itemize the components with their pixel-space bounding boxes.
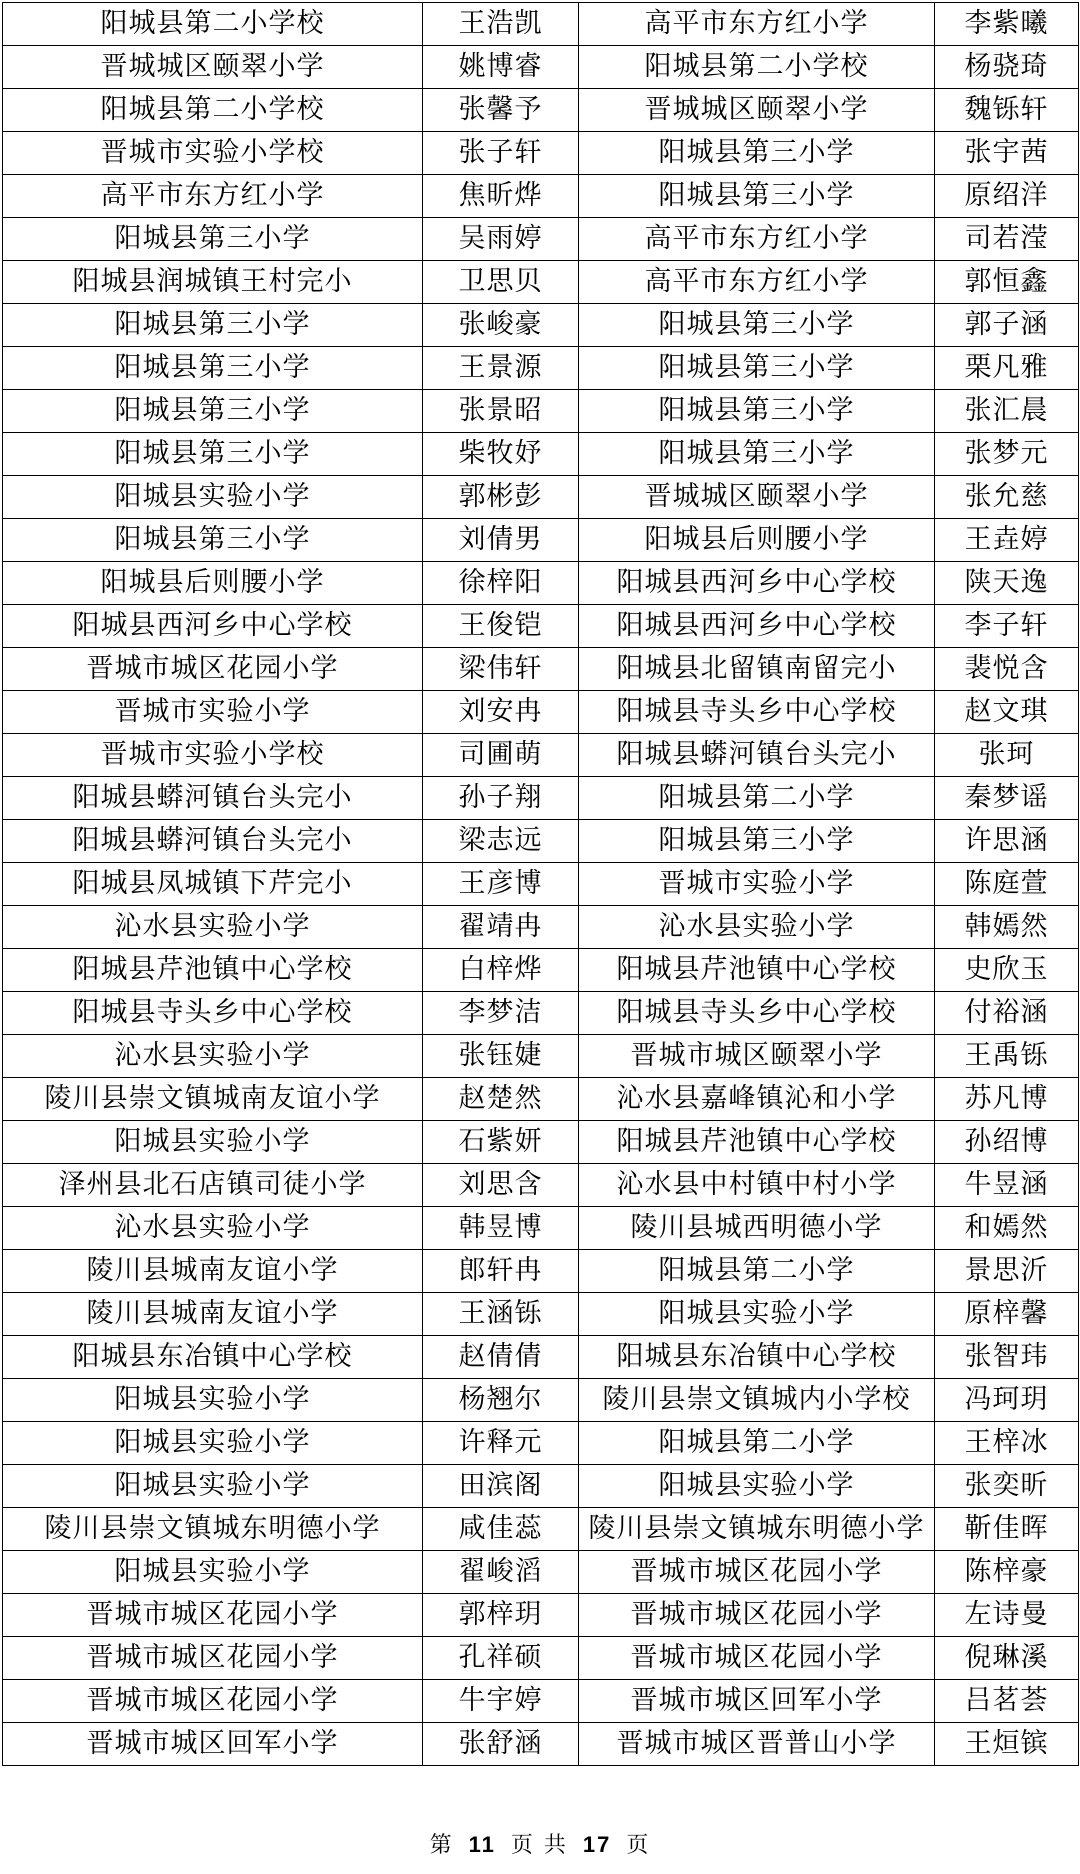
student-name-cell: 孙子翔 xyxy=(423,777,579,820)
school-cell: 阳城县第三小学 xyxy=(3,347,423,390)
table-row xyxy=(3,648,1079,691)
school-cell: 阳城县第二小学 xyxy=(579,1422,935,1465)
school-cell: 阳城县第三小学 xyxy=(579,132,935,175)
school-cell: 晋城市城区花园小学 xyxy=(3,648,423,691)
school-cell: 阳城县西河乡中心学校 xyxy=(579,605,935,648)
table-row xyxy=(3,261,1079,304)
school-cell: 阳城县北留镇南留完小 xyxy=(579,648,935,691)
student-name-cell: 张宇茜 xyxy=(935,132,1079,175)
student-name-cell: 原绍洋 xyxy=(935,175,1079,218)
school-cell: 晋城市城区回军小学 xyxy=(579,1680,935,1723)
student-name-cell: 冯珂玥 xyxy=(935,1379,1079,1422)
student-name-cell: 张子轩 xyxy=(423,132,579,175)
student-name-cell: 田滨阁 xyxy=(423,1465,579,1508)
student-name-cell: 王烜镔 xyxy=(935,1723,1079,1766)
student-name-cell: 张智玮 xyxy=(935,1336,1079,1379)
school-cell: 高平市东方红小学 xyxy=(3,175,423,218)
student-name-cell: 梁伟轩 xyxy=(423,648,579,691)
student-name-cell: 牛昱涵 xyxy=(935,1164,1079,1207)
table-row xyxy=(3,433,1079,476)
table-row xyxy=(3,1121,1079,1164)
student-name-cell: 柴牧妤 xyxy=(423,433,579,476)
current-page-number: 11 xyxy=(468,1832,496,1857)
table-row xyxy=(3,1207,1079,1250)
student-name-cell: 郭梓玥 xyxy=(423,1594,579,1637)
student-name-cell: 咸佳蕊 xyxy=(423,1508,579,1551)
table-row xyxy=(3,390,1079,433)
total-page-count: 17 xyxy=(582,1832,612,1857)
table-row xyxy=(3,46,1079,89)
school-cell: 陵川县崇文镇城东明德小学 xyxy=(579,1508,935,1551)
student-name-cell: 徐梓阳 xyxy=(423,562,579,605)
table-row xyxy=(3,1078,1079,1121)
school-cell: 阳城县第三小学 xyxy=(3,304,423,347)
school-cell: 阳城县第三小学 xyxy=(579,175,935,218)
table-row xyxy=(3,949,1079,992)
school-cell: 晋城市实验小学校 xyxy=(3,132,423,175)
table-row xyxy=(3,1637,1079,1680)
roster-body xyxy=(3,3,1079,1766)
school-cell: 阳城县第三小学 xyxy=(579,304,935,347)
student-name-cell: 张景昭 xyxy=(423,390,579,433)
student-name-cell: 杨翘尔 xyxy=(423,1379,579,1422)
school-cell: 阳城县凤城镇下芹完小 xyxy=(3,863,423,906)
school-cell: 陵川县城南友谊小学 xyxy=(3,1250,423,1293)
student-name-cell: 原梓馨 xyxy=(935,1293,1079,1336)
school-cell: 阳城县实验小学 xyxy=(579,1293,935,1336)
school-cell: 阳城县第三小学 xyxy=(579,347,935,390)
school-cell: 阳城县第二小学 xyxy=(579,777,935,820)
school-cell: 阳城县第三小学 xyxy=(3,519,423,562)
student-name-cell: 姚博睿 xyxy=(423,46,579,89)
school-cell: 阳城县实验小学 xyxy=(3,1121,423,1164)
table-row xyxy=(3,863,1079,906)
page-footer xyxy=(0,1830,1080,1861)
table-row xyxy=(3,1250,1079,1293)
student-name-cell: 张馨予 xyxy=(423,89,579,132)
school-cell: 阳城县第三小学 xyxy=(3,218,423,261)
school-cell: 阳城县第二小学 xyxy=(579,1250,935,1293)
school-cell: 陵川县城南友谊小学 xyxy=(3,1293,423,1336)
school-cell: 阳城县芹池镇中心学校 xyxy=(579,949,935,992)
table-row xyxy=(3,820,1079,863)
table-row xyxy=(3,132,1079,175)
school-cell: 阳城县蟒河镇台头完小 xyxy=(3,820,423,863)
school-cell: 阳城县西河乡中心学校 xyxy=(3,605,423,648)
school-cell: 阳城县第三小学 xyxy=(3,433,423,476)
student-name-cell: 许思涵 xyxy=(935,820,1079,863)
school-cell: 阳城县后则腰小学 xyxy=(579,519,935,562)
student-name-cell: 李紫曦 xyxy=(935,3,1079,46)
table-row xyxy=(3,906,1079,949)
school-cell: 阳城县第二小学校 xyxy=(579,46,935,89)
school-cell: 高平市东方红小学 xyxy=(579,261,935,304)
school-cell: 阳城县东冶镇中心学校 xyxy=(3,1336,423,1379)
table-row xyxy=(3,3,1079,46)
table-row xyxy=(3,1723,1079,1766)
school-cell: 阳城县润城镇王村完小 xyxy=(3,261,423,304)
student-name-cell: 张奕昕 xyxy=(935,1465,1079,1508)
student-name-cell: 秦梦谣 xyxy=(935,777,1079,820)
student-name-cell: 吕茗荟 xyxy=(935,1680,1079,1723)
student-name-cell: 赵楚然 xyxy=(423,1078,579,1121)
school-cell: 阳城县实验小学 xyxy=(3,476,423,519)
student-name-cell: 孔祥硕 xyxy=(423,1637,579,1680)
school-cell: 晋城市城区颐翠小学 xyxy=(579,1035,935,1078)
table-row xyxy=(3,1508,1079,1551)
student-name-cell: 李子轩 xyxy=(935,605,1079,648)
school-cell: 阳城县寺头乡中心学校 xyxy=(3,992,423,1035)
school-cell: 阳城县芹池镇中心学校 xyxy=(579,1121,935,1164)
student-name-cell: 王梓冰 xyxy=(935,1422,1079,1465)
student-name-cell: 李梦洁 xyxy=(423,992,579,1035)
school-cell: 晋城城区颐翠小学 xyxy=(3,46,423,89)
table-row xyxy=(3,1594,1079,1637)
student-name-cell: 刘倩男 xyxy=(423,519,579,562)
student-name-cell: 魏铄轩 xyxy=(935,89,1079,132)
student-name-cell: 郎轩冉 xyxy=(423,1250,579,1293)
student-name-cell: 韩昱博 xyxy=(423,1207,579,1250)
table-row xyxy=(3,1336,1079,1379)
student-name-cell: 倪琳溪 xyxy=(935,1637,1079,1680)
student-name-cell: 牛宇婷 xyxy=(423,1680,579,1723)
school-cell: 阳城县东冶镇中心学校 xyxy=(579,1336,935,1379)
student-name-cell: 王浩凯 xyxy=(423,3,579,46)
student-name-cell: 王禹铄 xyxy=(935,1035,1079,1078)
student-name-cell: 杨骁琦 xyxy=(935,46,1079,89)
school-cell: 阳城县第三小学 xyxy=(579,820,935,863)
table-row xyxy=(3,218,1079,261)
student-name-cell: 孙绍博 xyxy=(935,1121,1079,1164)
table-row xyxy=(3,304,1079,347)
student-name-cell: 裴悦含 xyxy=(935,648,1079,691)
table-row xyxy=(3,1379,1079,1422)
student-name-cell: 赵文琪 xyxy=(935,691,1079,734)
school-cell: 沁水县中村镇中村小学 xyxy=(579,1164,935,1207)
student-name-cell: 王景源 xyxy=(423,347,579,390)
school-cell: 晋城城区颐翠小学 xyxy=(579,89,935,132)
student-name-cell: 翟峻滔 xyxy=(423,1551,579,1594)
student-name-cell: 张钰婕 xyxy=(423,1035,579,1078)
table-row xyxy=(3,519,1079,562)
school-cell: 阳城县芹池镇中心学校 xyxy=(3,949,423,992)
school-cell: 晋城市城区花园小学 xyxy=(579,1594,935,1637)
student-name-cell: 张舒涵 xyxy=(423,1723,579,1766)
table-row xyxy=(3,777,1079,820)
student-name-cell: 焦昕烨 xyxy=(423,175,579,218)
student-name-cell: 苏凡博 xyxy=(935,1078,1079,1121)
student-name-cell: 陈庭萱 xyxy=(935,863,1079,906)
student-name-cell: 付裕涵 xyxy=(935,992,1079,1035)
school-cell: 陵川县城西明德小学 xyxy=(579,1207,935,1250)
table-row xyxy=(3,347,1079,390)
student-name-cell: 翟靖冉 xyxy=(423,906,579,949)
school-cell: 阳城县蟒河镇台头完小 xyxy=(3,777,423,820)
school-cell: 陵川县崇文镇城南友谊小学 xyxy=(3,1078,423,1121)
school-cell: 晋城市城区花园小学 xyxy=(3,1637,423,1680)
student-name-cell: 张梦元 xyxy=(935,433,1079,476)
student-name-cell: 张汇晨 xyxy=(935,390,1079,433)
student-name-cell: 刘思含 xyxy=(423,1164,579,1207)
student-name-cell: 陕天逸 xyxy=(935,562,1079,605)
school-cell: 阳城县实验小学 xyxy=(579,1465,935,1508)
school-cell: 阳城县后则腰小学 xyxy=(3,562,423,605)
school-cell: 高平市东方红小学 xyxy=(579,3,935,46)
school-cell: 陵川县崇文镇城内小学校 xyxy=(579,1379,935,1422)
student-name-cell: 许释元 xyxy=(423,1422,579,1465)
table-row xyxy=(3,1035,1079,1078)
table-row xyxy=(3,605,1079,648)
student-name-cell: 司圃萌 xyxy=(423,734,579,777)
table-row xyxy=(3,1680,1079,1723)
table-row xyxy=(3,1551,1079,1594)
school-cell: 阳城县第二小学校 xyxy=(3,3,423,46)
table-row xyxy=(3,1422,1079,1465)
school-cell: 晋城市城区回军小学 xyxy=(3,1723,423,1766)
student-name-cell: 刘安冉 xyxy=(423,691,579,734)
school-cell: 晋城市实验小学 xyxy=(3,691,423,734)
table-row xyxy=(3,691,1079,734)
student-name-cell: 吴雨婷 xyxy=(423,218,579,261)
school-cell: 沁水县实验小学 xyxy=(579,906,935,949)
school-cell: 沁水县实验小学 xyxy=(3,1207,423,1250)
table-row xyxy=(3,734,1079,777)
student-name-cell: 靳佳晖 xyxy=(935,1508,1079,1551)
footer-middle: 页 共 xyxy=(510,1833,568,1858)
school-cell: 阳城县实验小学 xyxy=(3,1379,423,1422)
school-cell: 阳城县第三小学 xyxy=(579,390,935,433)
student-name-cell: 左诗曼 xyxy=(935,1594,1079,1637)
school-cell: 阳城县实验小学 xyxy=(3,1465,423,1508)
student-name-cell: 梁志远 xyxy=(423,820,579,863)
school-cell: 晋城市实验小学 xyxy=(579,863,935,906)
student-name-cell: 赵倩倩 xyxy=(423,1336,579,1379)
student-name-cell: 韩嫣然 xyxy=(935,906,1079,949)
student-name-cell: 王俊铠 xyxy=(423,605,579,648)
table-row xyxy=(3,1293,1079,1336)
student-name-cell: 张峻豪 xyxy=(423,304,579,347)
school-cell: 泽州县北石店镇司徒小学 xyxy=(3,1164,423,1207)
school-cell: 阳城县第三小学 xyxy=(3,390,423,433)
table-row xyxy=(3,562,1079,605)
school-cell: 晋城市城区花园小学 xyxy=(579,1637,935,1680)
student-name-cell: 石紫妍 xyxy=(423,1121,579,1164)
school-cell: 晋城市城区晋普山小学 xyxy=(579,1723,935,1766)
school-cell: 高平市东方红小学 xyxy=(579,218,935,261)
school-cell: 阳城县寺头乡中心学校 xyxy=(579,691,935,734)
school-cell: 阳城县第三小学 xyxy=(579,433,935,476)
school-cell: 阳城县实验小学 xyxy=(3,1422,423,1465)
school-cell: 阳城县蟒河镇台头完小 xyxy=(579,734,935,777)
student-name-cell: 郭彬彭 xyxy=(423,476,579,519)
table-row xyxy=(3,1465,1079,1508)
student-name-cell: 栗凡雅 xyxy=(935,347,1079,390)
student-name-cell: 王彦博 xyxy=(423,863,579,906)
student-name-cell: 景思沂 xyxy=(935,1250,1079,1293)
school-cell: 晋城市城区花园小学 xyxy=(3,1594,423,1637)
school-cell: 沁水县实验小学 xyxy=(3,1035,423,1078)
school-cell: 晋城城区颐翠小学 xyxy=(579,476,935,519)
table-row xyxy=(3,175,1079,218)
school-cell: 晋城市城区花园小学 xyxy=(3,1680,423,1723)
school-cell: 晋城市实验小学校 xyxy=(3,734,423,777)
table-row xyxy=(3,476,1079,519)
student-name-cell: 郭恒鑫 xyxy=(935,261,1079,304)
school-cell: 阳城县实验小学 xyxy=(3,1551,423,1594)
table-row xyxy=(3,89,1079,132)
footer-suffix: 页 xyxy=(626,1833,651,1858)
school-cell: 阳城县西河乡中心学校 xyxy=(579,562,935,605)
student-name-cell: 和嫣然 xyxy=(935,1207,1079,1250)
table-row xyxy=(3,1164,1079,1207)
student-name-cell: 陈梓豪 xyxy=(935,1551,1079,1594)
student-name-cell: 史欣玉 xyxy=(935,949,1079,992)
student-name-cell: 司若滢 xyxy=(935,218,1079,261)
footer-prefix: 第 xyxy=(429,1833,454,1858)
student-name-cell: 张珂 xyxy=(935,734,1079,777)
student-name-cell: 王垚婷 xyxy=(935,519,1079,562)
school-cell: 沁水县嘉峰镇沁和小学 xyxy=(579,1078,935,1121)
award-roster-table xyxy=(2,2,1079,1766)
student-name-cell: 张允慈 xyxy=(935,476,1079,519)
student-name-cell: 王涵铄 xyxy=(423,1293,579,1336)
school-cell: 沁水县实验小学 xyxy=(3,906,423,949)
school-cell: 陵川县崇文镇城东明德小学 xyxy=(3,1508,423,1551)
student-name-cell: 卫思贝 xyxy=(423,261,579,304)
school-cell: 阳城县寺头乡中心学校 xyxy=(579,992,935,1035)
table-row xyxy=(3,992,1079,1035)
school-cell: 晋城市城区花园小学 xyxy=(579,1551,935,1594)
student-name-cell: 郭子涵 xyxy=(935,304,1079,347)
school-cell: 阳城县第二小学校 xyxy=(3,89,423,132)
student-name-cell: 白梓烨 xyxy=(423,949,579,992)
